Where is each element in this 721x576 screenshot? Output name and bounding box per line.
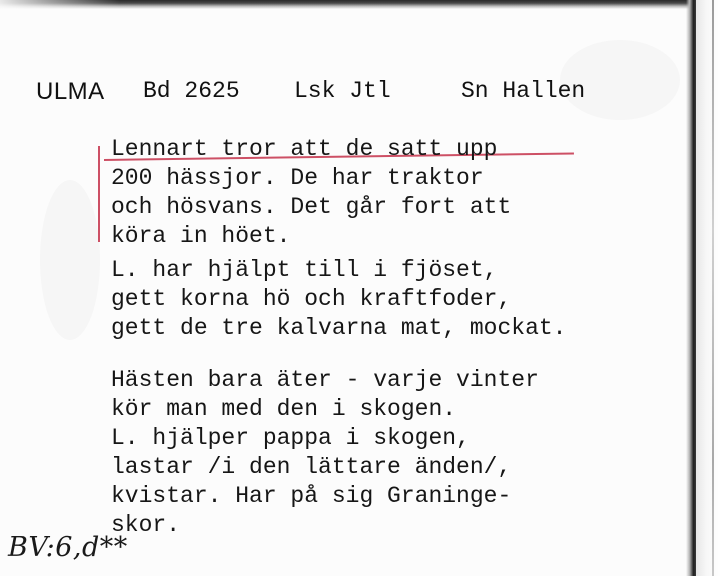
volume-number: Bd 2625 (143, 78, 240, 104)
scan-background (696, 0, 721, 576)
scan-border-line (712, 0, 714, 576)
text-line: L. hjälper pappa i skogen, (111, 425, 470, 451)
text-line: kör man med den i skogen. (111, 396, 457, 422)
paragraph-2 (111, 256, 566, 343)
text-line: gett korna hö och kraftfoder, (111, 286, 512, 312)
text-line: 200 hässjor. De har traktor (111, 165, 484, 191)
paper-stain (40, 180, 100, 340)
text-line: skor. (111, 512, 181, 538)
text-line: Hästen bara äter - varje vinter (111, 367, 539, 393)
card-top-edge-fade (0, 0, 120, 9)
province-code: Lsk Jtl (294, 78, 391, 104)
paragraph-1 (111, 135, 511, 251)
card-header (0, 78, 686, 108)
text-line: kvistar. Har på sig Graninge- (111, 483, 512, 509)
text-line: gett de tre kalvarna mat, mockat. (111, 315, 567, 341)
archive-code: ULMA (36, 78, 105, 105)
text-line: köra in höet. (111, 223, 291, 249)
paragraph-3 (111, 366, 539, 540)
card-right-edge (686, 0, 696, 576)
parish-name: Sn Hallen (461, 78, 586, 104)
text-line: Lennart tror att de satt upp (111, 136, 498, 162)
text-line: L. har hjälpt till i fjöset, (111, 257, 498, 283)
text-line: lastar /i den lättare änden/, (111, 454, 512, 480)
text-line: och hösvans. Det går fort att (111, 194, 512, 220)
red-margin-mark (98, 146, 100, 242)
handwritten-classification: BV:6,d** (8, 532, 128, 563)
